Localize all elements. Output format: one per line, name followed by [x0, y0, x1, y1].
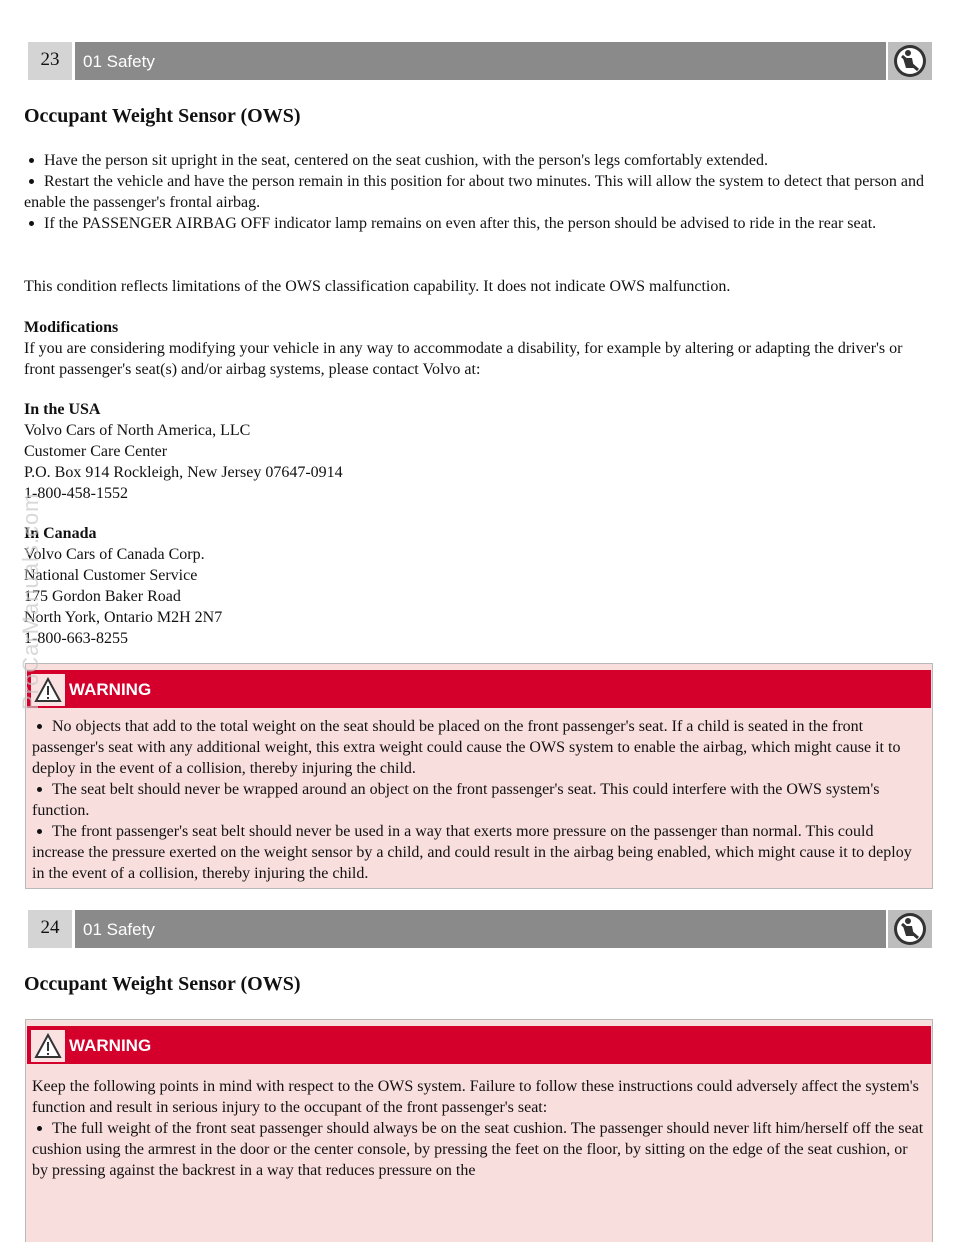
modifications-paragraph: If you are considering modifying your vehicle in any way to accommodate a disability, for example by altering or adapting the driver's or front passenger's seat(s) and/or airbag systems, please contact Volvo at: — [24, 340, 903, 378]
warning-box — [25, 663, 933, 889]
side-watermark: ProCarManuals.com — [18, 492, 43, 710]
list-item: No objects that add to the total weight on the seat should be placed on the front passenger's seat. If a child is seated in the front passenger's seat with any additional weight, this extra weight could cause the OWS system to enable the airbag, which might cause it to deploy in the event of a collision, thereby injuring the child. — [32, 716, 924, 779]
page-number: 23 — [28, 42, 72, 80]
section-header-23 — [28, 42, 932, 80]
warning-label: WARNING — [69, 1036, 152, 1055]
instruction-list — [24, 150, 932, 234]
seatbelt-icon — [888, 42, 932, 80]
phone-number: 1-800-458-1552 — [24, 485, 128, 502]
warning-content — [26, 1064, 932, 1189]
warning-intro: Keep the following points in mind with respect to the OWS system. Failure to follow these instructions could adversely affect the system's function and result in serious injury to the occupant of the front passenger's seat: — [32, 1078, 919, 1116]
warning-header — [27, 670, 931, 708]
list-item: The seat belt should never be wrapped around an object on the front passenger's seat. This could interfere with the OWS system's function. — [32, 779, 924, 821]
seatbelt-icon — [888, 910, 932, 948]
page-title: Occupant Weight Sensor (OWS) — [24, 105, 301, 127]
address-line: P.O. Box 914 Rockleigh, New Jersey 07647-0914 — [24, 464, 343, 481]
modifications-section — [24, 317, 932, 380]
list-item: Restart the vehicle and have the person remain in this position for about two minutes. This will allow the system to detect that person and enable the passenger's frontal airbag. — [24, 171, 932, 213]
warning-triangle-icon — [31, 1030, 65, 1062]
address-line: Volvo Cars of Canada Corp. — [24, 546, 205, 563]
modifications-heading: Modifications — [24, 319, 119, 336]
condition-paragraph: This condition reflects limitations of the OWS classification capability. It does not indicate OWS malfunction. — [24, 278, 731, 295]
phone-number: 1-800-663-8255 — [24, 630, 128, 647]
address-line: 175 Gordon Baker Road — [24, 588, 181, 605]
usa-contact — [24, 399, 932, 504]
section-label: 01 Safety — [75, 910, 886, 948]
warning-header — [27, 1026, 931, 1064]
address-line: Volvo Cars of North America, LLC — [24, 422, 251, 439]
address-line: North York, Ontario M2H 2N7 — [24, 609, 223, 626]
list-item: If the PASSENGER AIRBAG OFF indicator lamp remains on even after this, the person should be advised to ride in the rear seat. — [24, 213, 932, 234]
section-label: 01 Safety — [75, 42, 886, 80]
list-item: Have the person sit upright in the seat, centered on the seat cushion, with the person's legs comfortably extended. — [24, 150, 932, 171]
warning-content — [26, 708, 932, 892]
warning-label: WARNING — [69, 680, 152, 699]
canada-heading: In Canada — [24, 525, 97, 542]
address-line: National Customer Service — [24, 567, 198, 584]
canada-contact — [24, 523, 932, 649]
address-line: Customer Care Center — [24, 443, 168, 460]
warning-box — [25, 1019, 933, 1242]
list-item: The full weight of the front seat passenger should always be on the seat cushion. The passenger should never lift him/herself off the seat cushion using the armrest in the door or the center console, by pressing the feet on the floor, by sitting on the edge of the seat cushion, or by pressing against the backrest in a way that reduces pressure on the — [32, 1120, 924, 1179]
section-header-24 — [28, 910, 932, 948]
page-title: Occupant Weight Sensor (OWS) — [24, 973, 301, 995]
page-number: 24 — [28, 910, 72, 948]
list-item: The front passenger's seat belt should never be used in a way that exerts more pressure on the passenger than normal. This could increase the pressure exerted on the weight sensor by a child, and could result in the airbag being enabled, which might cause it to deploy in the event of a collision, thereby injuring the child. — [32, 821, 924, 884]
usa-heading: In the USA — [24, 401, 101, 418]
